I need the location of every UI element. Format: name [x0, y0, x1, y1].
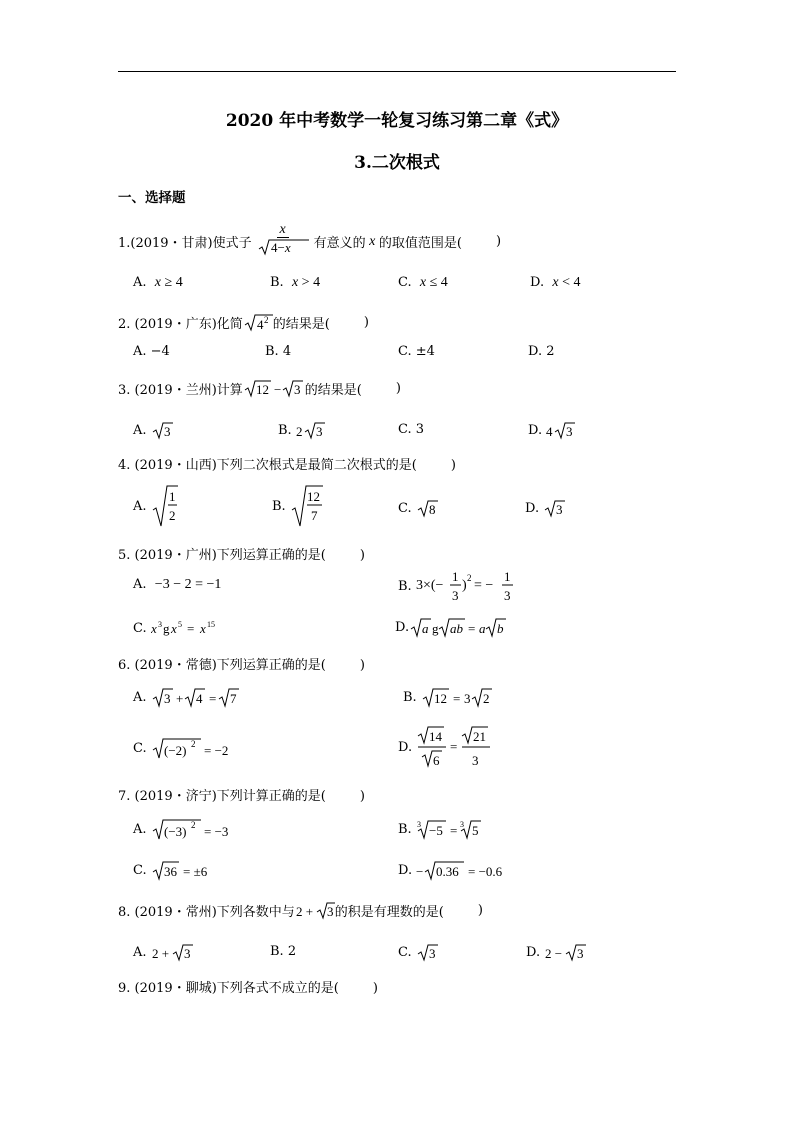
svg-text:2: 2 [263, 315, 269, 325]
svg-text:=: = [450, 739, 458, 754]
svg-text:3×(−: 3×(− [415, 578, 444, 593]
q1-option-a[interactable]: A. x ≥ 4 [133, 275, 183, 290]
svg-text:3: 3 [315, 424, 323, 439]
svg-text:2: 2 [482, 691, 490, 706]
q8-option-b[interactable]: B. 2 [270, 944, 297, 959]
svg-text:3: 3 [326, 904, 334, 919]
svg-text:2 −: 2 − [545, 946, 563, 961]
svg-text:15: 15 [206, 620, 215, 629]
q7-option-a[interactable]: A. (−3) 2 = −3 [133, 820, 229, 839]
svg-text:−: − [416, 864, 424, 879]
q5-option-c[interactable]: C. x 3 g x 5 = x 15 [133, 620, 215, 636]
q3-option-b[interactable]: B. 2 3 [278, 420, 328, 440]
q8-option-d[interactable]: D. 2 − 3 [526, 942, 588, 962]
fraction-expression: $\frac{x}{4-x}$ [254, 222, 312, 261]
svg-text:3: 3 [163, 691, 171, 706]
q7-option-c[interactable]: C. 36 = ±6 [133, 862, 207, 879]
svg-text:4: 4 [195, 691, 203, 706]
svg-text:= −2: = −2 [203, 743, 229, 758]
svg-text:2 +: 2 + [295, 904, 313, 919]
svg-text:2: 2 [168, 508, 176, 523]
svg-text:=: = [186, 621, 195, 636]
svg-text:3: 3 [459, 820, 464, 829]
q6-option-a[interactable]: A. 3 + 4 = 7 [133, 686, 243, 708]
svg-text:4: 4 [256, 317, 264, 332]
svg-text:6: 6 [433, 753, 440, 768]
q6-option-d[interactable]: D. 14 6 = 21 3 [398, 729, 487, 768]
svg-text:(−3): (−3) [163, 824, 187, 839]
svg-text:1: 1 [168, 489, 176, 504]
svg-text:1: 1 [503, 569, 511, 584]
q4-option-b[interactable]: B. 12 7 [272, 484, 324, 528]
svg-text:= −3: = −3 [203, 824, 229, 839]
svg-text:1: 1 [451, 569, 459, 584]
q2-option-c[interactable]: C. ±4 [398, 344, 435, 359]
question-1: 1.(2019・甘肃)使式子 $\frac{x}{4-x}$ 有意义的 x 的取值范围是( ) [118, 222, 501, 261]
question-2: 2. (2019・广东)化简 4 2 的结果是( ) [118, 312, 369, 332]
svg-text:a: a [422, 621, 429, 636]
sqrt-icon [243, 378, 305, 398]
svg-text:b: b [497, 621, 504, 636]
q1-option-d[interactable]: D. x < 4 [530, 275, 581, 290]
svg-text:=: = [452, 691, 461, 706]
svg-text:): ) [461, 578, 467, 593]
svg-text:3: 3 [577, 946, 584, 961]
svg-text:= −: = − [473, 578, 494, 593]
svg-text:−: − [273, 382, 282, 397]
svg-text:36: 36 [163, 864, 177, 879]
question-1-stem: 1.(2019・甘肃)使式子 [118, 236, 252, 251]
svg-text:3: 3 [293, 382, 301, 397]
q1-option-c[interactable]: C. x ≤ 4 [398, 275, 448, 290]
svg-text:3: 3 [428, 946, 436, 961]
q7-option-b[interactable]: B. 3 −5 = 3 5 [398, 818, 486, 840]
q4-option-c[interactable]: C. 8 [398, 498, 440, 518]
svg-text:12: 12 [433, 691, 447, 706]
svg-text:7: 7 [229, 691, 237, 706]
question-3: 3. (2019・兰州)计算 12 − 3 的结果是( ) [118, 378, 401, 398]
q2-option-b[interactable]: B. 4 [265, 344, 292, 359]
svg-text:=: = [208, 691, 217, 706]
q2-option-d[interactable]: D. 2 [528, 344, 555, 359]
svg-text:4: 4 [546, 424, 553, 439]
q6-option-b[interactable]: B. 12 = 3 2 [403, 686, 501, 708]
svg-text:g: g [162, 621, 170, 636]
svg-text:g: g [432, 621, 439, 636]
svg-text:14: 14 [429, 729, 443, 744]
svg-text:3: 3 [416, 820, 421, 829]
svg-text:3: 3 [183, 946, 191, 961]
q1-option-b[interactable]: B. x > 4 [270, 275, 321, 290]
svg-text:+: + [175, 691, 184, 706]
svg-text:3: 3 [163, 424, 171, 439]
svg-text:= ±6: = ±6 [182, 864, 207, 879]
svg-text:7: 7 [310, 508, 318, 523]
header-rule [118, 71, 676, 72]
svg-text:3: 3 [503, 588, 511, 603]
svg-text:3: 3 [463, 691, 471, 706]
q7-option-d[interactable]: D. − 0.36 = −0.6 [398, 862, 503, 879]
svg-text:5: 5 [177, 620, 182, 629]
q4-option-d[interactable]: D. 3 [525, 498, 567, 518]
svg-text:x: x [150, 621, 157, 636]
svg-text:3: 3 [556, 502, 563, 517]
sqrt-icon [257, 238, 309, 256]
svg-text:8: 8 [428, 502, 436, 517]
section-heading: 一、选择题 [118, 190, 186, 206]
question-6: 6. (2019・常德)下列运算正确的是( ) [118, 658, 365, 673]
svg-text:x: x [170, 621, 177, 636]
svg-text:2: 2 [190, 820, 196, 830]
svg-text:0.36: 0.36 [436, 864, 459, 879]
q8-option-c[interactable]: C. 3 [398, 942, 440, 962]
question-5: 5. (2019・广州)下列运算正确的是( ) [118, 548, 365, 563]
svg-text:=: = [468, 621, 476, 636]
question-4: 4. (2019・山西)下列二次根式是最简二次根式的是( ) [118, 458, 456, 473]
svg-text:3: 3 [472, 753, 479, 768]
q3-option-a[interactable]: A. 3 [133, 420, 175, 440]
svg-text:a: a [479, 621, 486, 636]
svg-text:x: x [199, 621, 206, 636]
svg-text:3: 3 [157, 620, 162, 629]
svg-text:3: 3 [566, 424, 573, 439]
svg-text:2: 2 [295, 424, 303, 439]
q5-option-a[interactable]: A. −3 − 2 = −1 [133, 577, 222, 592]
svg-text:12: 12 [306, 489, 320, 504]
page-title: 2020 年中考数学一轮复习练习第二章《式》 [225, 111, 569, 131]
sqrt-icon [295, 900, 335, 920]
svg-text:4−x: 4−x [270, 240, 291, 255]
q2-option-a[interactable]: A. −4 [133, 344, 170, 359]
question-9: 9. (2019・聊城)下列各式不成立的是( ) [118, 981, 378, 996]
svg-text:2: 2 [190, 739, 196, 749]
question-8: 8. (2019・常州)下列各数中与 2 + 3 的积是有理数的是( ) [118, 900, 483, 920]
svg-text:2: 2 [466, 573, 472, 583]
q3-option-d[interactable]: D. 4 3 [528, 420, 578, 440]
page-subtitle: 3.二次根式 [354, 153, 440, 173]
q4-option-a[interactable]: A. 1 2 [133, 484, 179, 528]
svg-text:5: 5 [471, 823, 479, 838]
svg-text:3: 3 [451, 588, 459, 603]
svg-text:(−2): (−2) [163, 743, 187, 758]
svg-text:= −0.6: = −0.6 [468, 864, 503, 879]
svg-text:−5: −5 [428, 823, 443, 838]
sqrt-icon [243, 312, 273, 332]
svg-text:21: 21 [473, 729, 487, 744]
q5-option-b[interactable]: B. 3×(− 1 3 ) 2 = − 1 3 [398, 569, 511, 603]
svg-text:12: 12 [255, 382, 269, 397]
q5-option-d[interactable]: D. a g ab = a b [395, 616, 509, 638]
svg-text:=: = [449, 823, 458, 838]
q8-option-a[interactable]: A. 2 + 3 [133, 942, 195, 962]
q6-option-c[interactable]: C. (−2) 2 = −2 [133, 739, 229, 758]
svg-text:2 +: 2 + [151, 946, 169, 961]
q3-option-c[interactable]: C. 3 [398, 422, 425, 437]
svg-text:ab: ab [450, 621, 464, 636]
question-7: 7. (2019・济宁)下列计算正确的是( ) [118, 789, 365, 804]
